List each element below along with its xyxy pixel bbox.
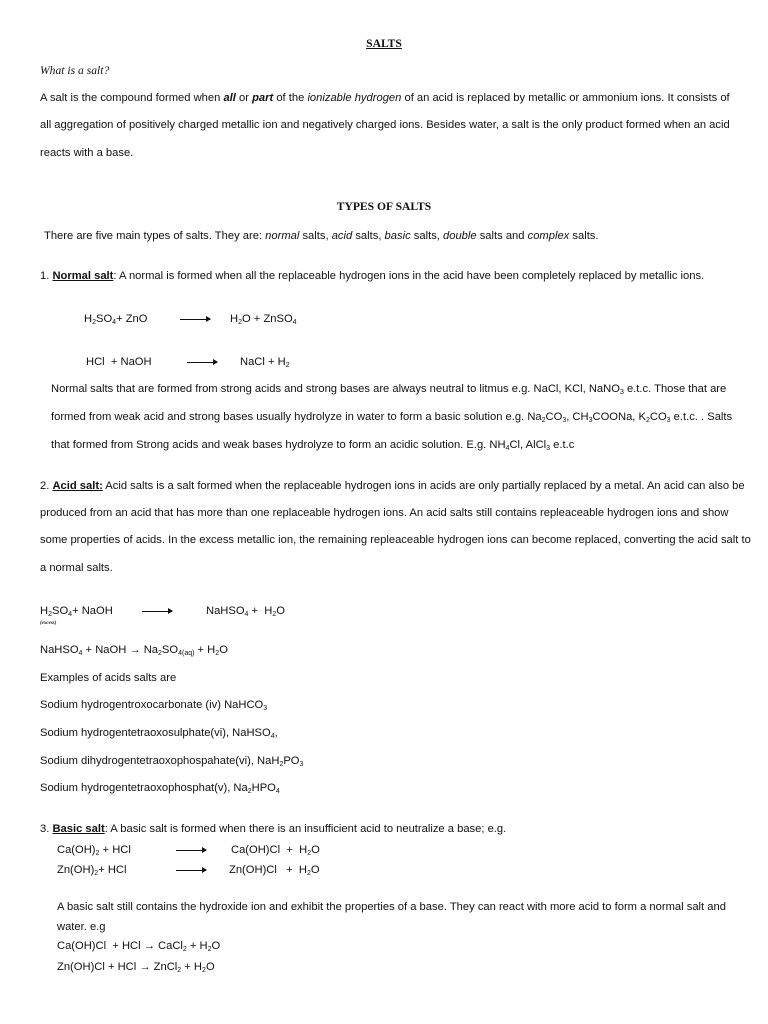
definition-line-2: all aggregation of positively charged metallic ion and negatively charged ions. Besides water, a salt is the only product formed when an acid (40, 119, 730, 131)
example-item: Sodium hydrogentetraoxosulphate(vi), NaHSO$_4$, (40, 727, 278, 740)
equation-line: Zn(OH)Cl + HCl → ZnCl$_2$ + $H_2O$ (57, 961, 215, 974)
normal-salt-para-line-1: Normal salts that are formed from strong acids and strong bases are always neutral to litmus e.g. NaCl, KCl, NaNO$_3$ e.t.c. Those that are (51, 383, 727, 396)
basic-salt-definition: 3. Basic salt: A basic salt is formed when there is an insufficient acid to neutralize a base; e.g. (40, 823, 507, 835)
equation-products: $Zn(OH)Cl + H_2O$ (229, 864, 320, 877)
equation-reactants: $H_2SO_4+$ NaOH (40, 605, 113, 618)
normal-salt-para-line-2: formed from weak acid and strong bases usually hydrolyze in water to form a basic solution e.g. $Na_2CO_3$, $CH_3COONa$, $K_2CO_3$ e.t.c. . Salts (51, 411, 733, 424)
page-title: SALTS (366, 37, 402, 50)
question-heading: What is a salt? (40, 64, 110, 77)
equation-products: $H_2O$ + ZnSO$_4$ (230, 313, 297, 326)
reaction-arrow-icon (180, 319, 210, 320)
reaction-arrow-icon (142, 611, 172, 612)
acid-salt-line-3: some properties of acids. In the excess metallic ion, the remaining repleaceable hydrogen ions can become replaced, converting the acid salt to (40, 534, 751, 546)
equation-products: $Ca(OH)Cl + H_2O$ (231, 844, 320, 857)
acid-salt-line-2: produced from an acid that has more than one replaceable hydrogen ions. An acid salts still contains repleaceable hydrogen ions and show (40, 507, 729, 519)
normal-salt-para-line-3: that formed from Strong acids and weak bases hydrolyze to form an acidic solution. E.g. $NH_4Cl$, AlCl$_3$ e.t.c (51, 439, 575, 452)
reaction-arrow-icon (176, 850, 206, 851)
excess-note: (excess) (40, 621, 57, 626)
basic-salt-para-line-2: water. e.g (57, 921, 106, 933)
normal-salt-definition: 1. Normal salt: A normal is formed when all the replaceable hydrogen ions in the acid have been completely replaced by metallic ions. (40, 270, 705, 282)
equation-products: NaHSO$_4$ + $H_2O$ (206, 605, 285, 618)
types-intro: There are five main types of salts. They are: normal salts, acid salts, basic salts, double salts and complex salts. (44, 230, 599, 242)
basic-salt-para-line-1: A basic salt still contains the hydroxide ion and exhibit the properties of a base. They can react with more acid to form a normal salt and (57, 901, 726, 913)
types-heading: TYPES OF SALTS (336, 200, 432, 213)
acid-salt-line-4: a normal salts. (40, 562, 113, 574)
equation-line: Ca(OH)Cl + HCl → CaCl$_2$ + $H_2O$ (57, 940, 221, 953)
equation-reactants: HCl + NaOH (86, 356, 152, 368)
definition-line-3: reacts with a base. (40, 147, 134, 159)
example-item: Sodium hydrogentetraoxophosphat(v), $Na_2HPO_4$ (40, 782, 280, 795)
equation-reactants: $Ca(OH)_2$ + HCl (57, 844, 131, 857)
example-item: Sodium dihydrogentetraoxophospahate(vi), $NaH_2PO_3$ (40, 755, 304, 768)
equation-products: NaCl + $H_2$ (240, 356, 290, 369)
acid-salt-definition: 2. Acid salt: Acid salts is a salt formed when the replaceable hydrogen ions in acids are only partially replaced by a metal. An acid can also be (40, 480, 745, 492)
reaction-arrow-icon (187, 362, 217, 363)
definition-line-1: A salt is the compound formed when all or part of the ionizable hydrogen of an acid is replaced by metallic or ammonium ions. It consists of (40, 92, 730, 104)
reaction-arrow-icon (176, 870, 206, 871)
equation-line: NaHSO$_4$ + NaOH → $Na_2SO_{4(aq)} + H_2O$ (40, 644, 228, 657)
equation-reactants: $Zn(OH)_2+$ HCl (57, 864, 127, 877)
equation-reactants: $H_2SO_4+$ ZnO (84, 313, 148, 326)
examples-heading: Examples of acids salts are (40, 672, 177, 684)
example-item: Sodium hydrogentroxocarbonate (iv) NaHCO$_3$ (40, 699, 268, 712)
